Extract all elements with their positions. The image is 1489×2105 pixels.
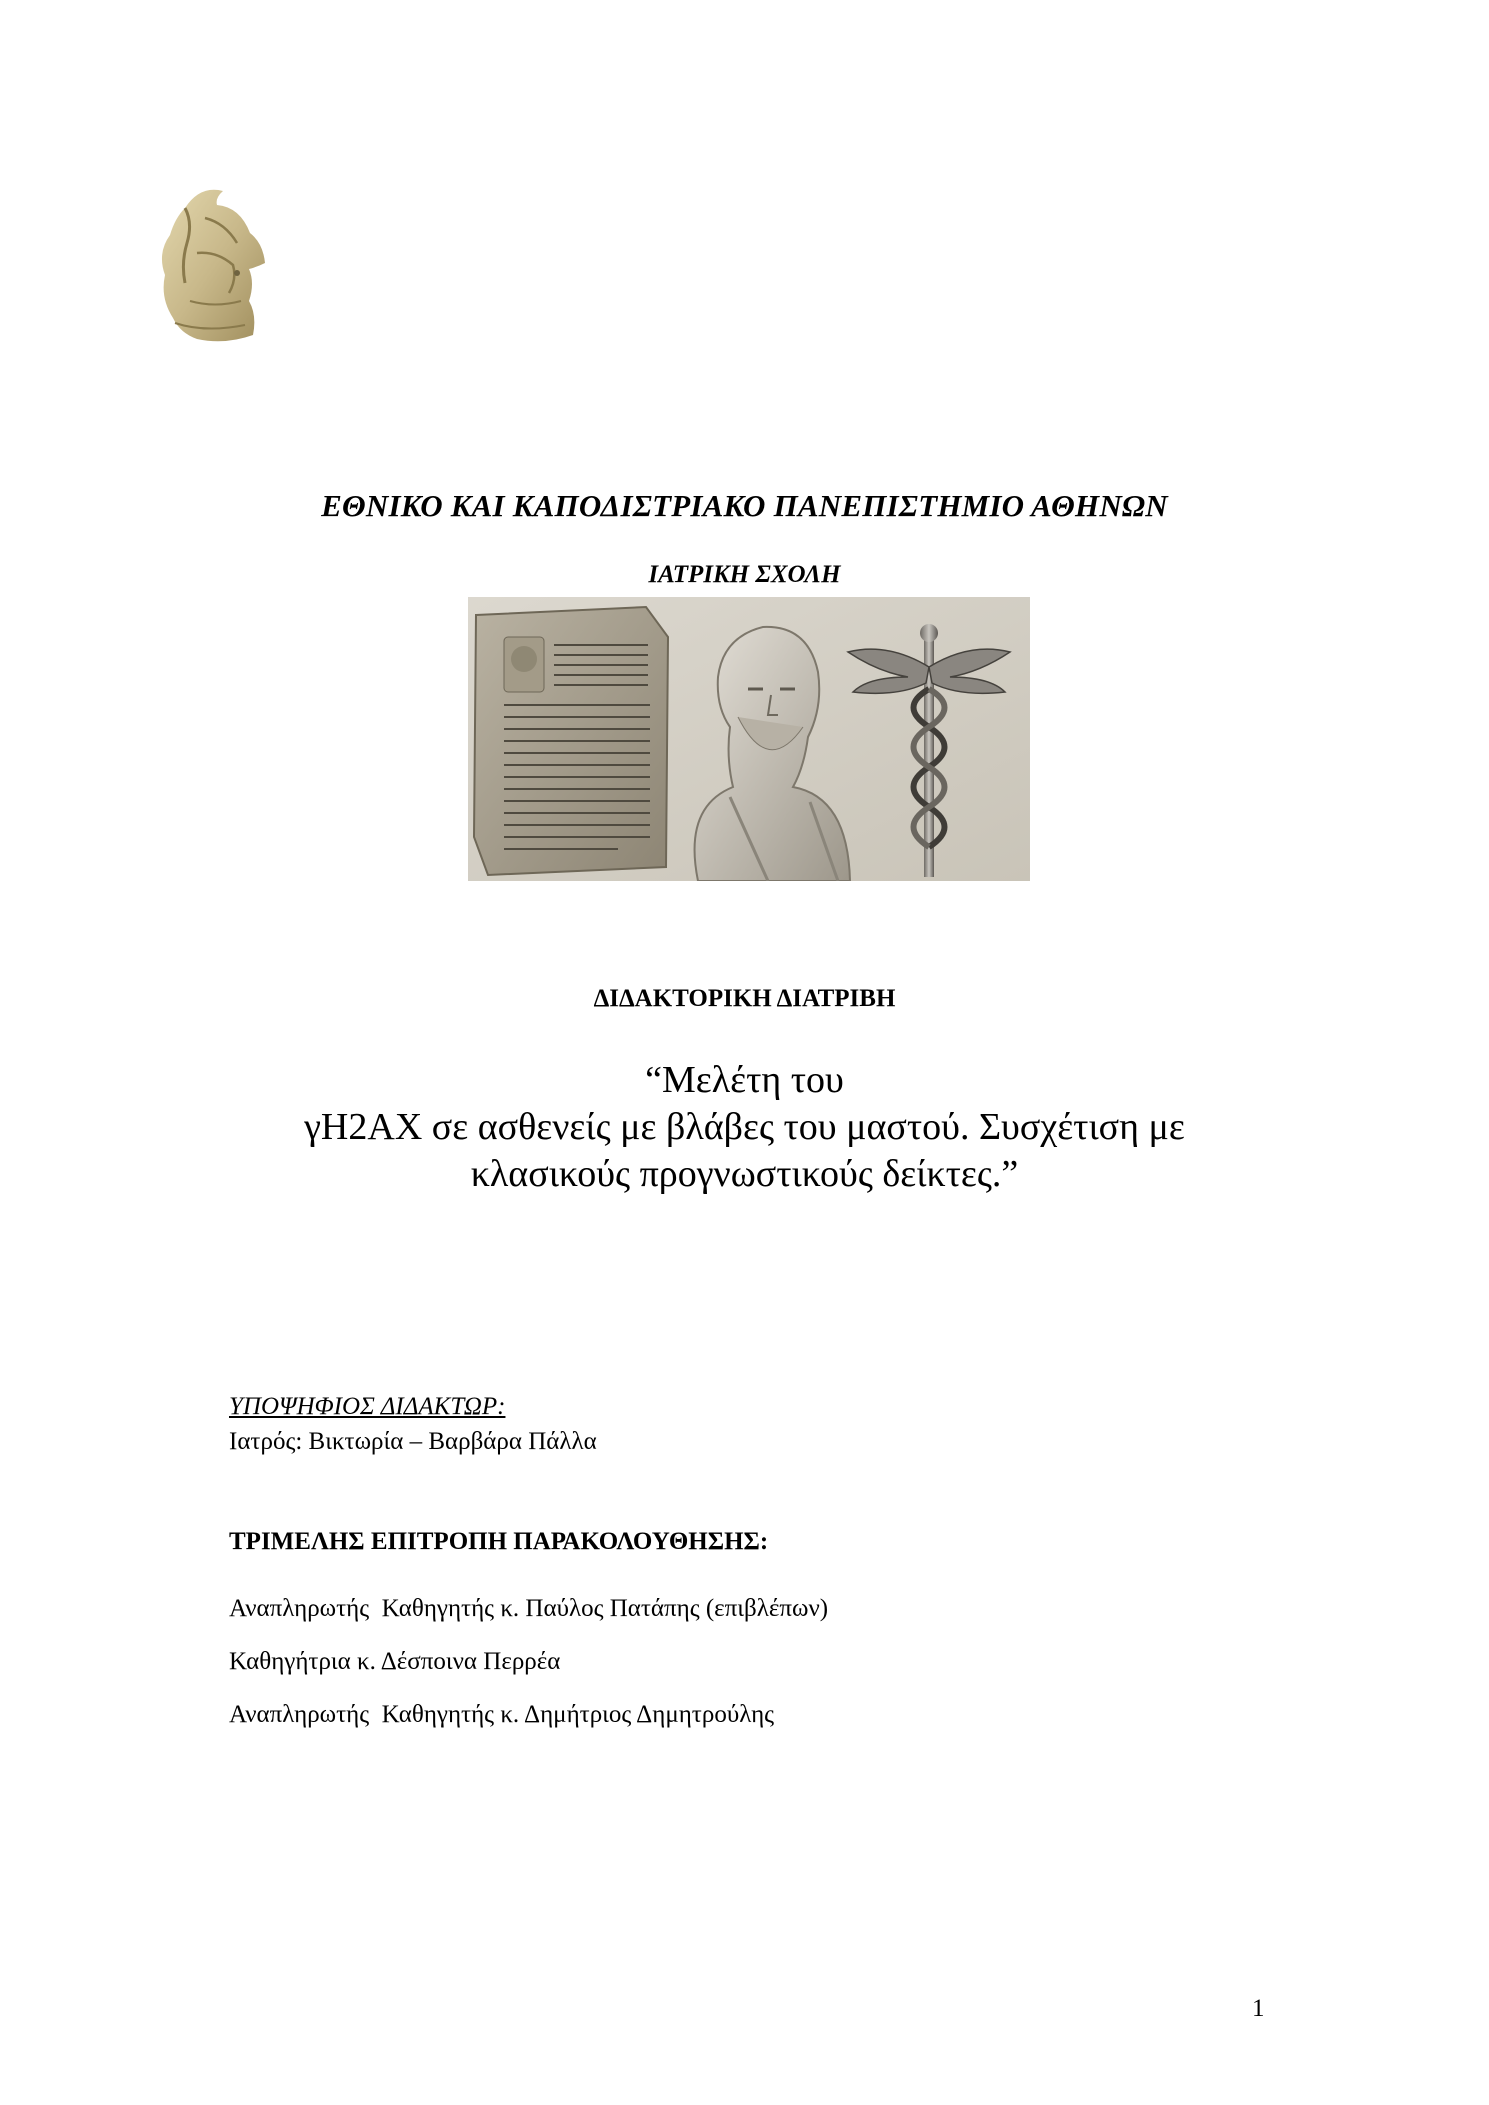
thesis-title-line: κλασικούς προγνωστικούς δείκτες.” bbox=[470, 1153, 1019, 1195]
thesis-type-heading: ΔΙΔΑΚΤΟΡΙΚΗ ΔΙΑΤΡΙΒΗ bbox=[593, 985, 896, 1012]
university-title: ΕΘΝΙΚΟ ΚΑΙ ΚΑΠΟΔΙΣΤΡΙΑΚΟ ΠΑΝΕΠΙΣΤΗΜΙΟ ΑΘΗΝΩΝ bbox=[321, 488, 1168, 523]
committee-member: Καθηγήτρια κ. Δέσποινα Περρέα bbox=[229, 1648, 561, 1675]
thesis-title-line: “Μελέτη του bbox=[645, 1059, 844, 1101]
candidate-label: ΥΠΟΨΗΦΙΟΣ ΔΙΔΑΚΤΩΡ: bbox=[229, 1393, 506, 1420]
school-title: ΙΑΤΡΙΚΗ ΣΧΟΛΗ bbox=[648, 561, 841, 588]
athena-helmet-logo-icon bbox=[145, 183, 275, 348]
hippocrates-oath-bust-caduceus-image bbox=[468, 597, 1030, 881]
thesis-title bbox=[0, 1057, 1489, 1198]
committee-heading: ΤΡΙΜΕΛΗΣ ΕΠΙΤΡΟΠΗ ΠΑΡΑΚΟΛΟΥΘΗΣΗΣ: bbox=[229, 1528, 769, 1555]
committee-member: Αναπληρωτής Καθηγητής κ. Παύλος Πατάπης (επιβλέπων) bbox=[229, 1595, 829, 1622]
thesis-title-line: γΗ2ΑΧ σε ασθενείς με βλάβες του μαστού. Συσχέτιση με bbox=[304, 1106, 1185, 1148]
page-number: 1 bbox=[1252, 1995, 1265, 2022]
committee-member: Αναπληρωτής Καθηγητής κ. Δημήτριος Δημητρούλης bbox=[229, 1701, 775, 1728]
candidate-name: Ιατρός: Βικτωρία – Βαρβάρα Πάλλα bbox=[229, 1428, 597, 1455]
